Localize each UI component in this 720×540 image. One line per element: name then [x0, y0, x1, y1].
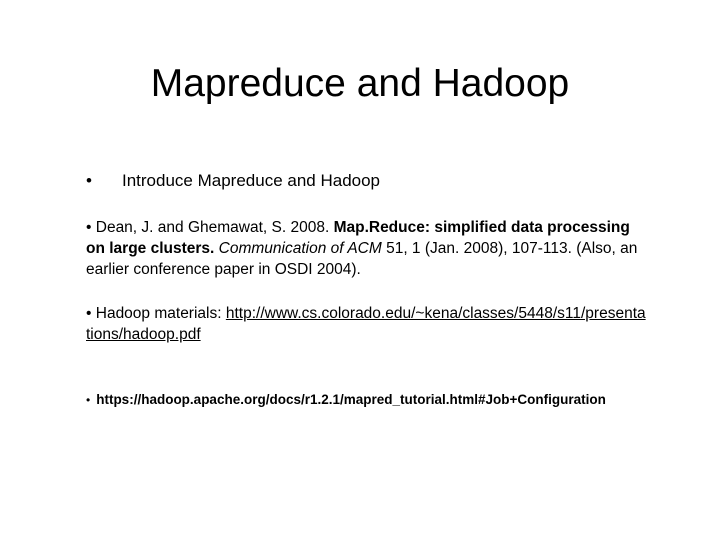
bullet-item-tutorial-link	[86, 390, 646, 410]
bullet-icon: •	[86, 393, 91, 407]
hadoop-materials-label: Hadoop materials:	[95, 305, 222, 322]
tutorial-link[interactable]: https://hadoop.apache.org/docs/r1.2.1/mapred_tutorial.html#Job+Configuration	[96, 392, 606, 407]
bullet-icon: •	[86, 219, 92, 236]
bullet-item-hadoop-materials	[86, 303, 646, 345]
slide-title: Mapreduce and Hadoop	[150, 62, 570, 105]
intro-text: Introduce Mapreduce and Hadoop	[122, 171, 381, 190]
reference-journal: Communication of ACM	[218, 240, 382, 257]
bullet-item-reference	[86, 217, 646, 280]
hadoop-materials-link[interactable]: http://www.cs.colorado.edu/~kena/classes/5448/s11/presentations/hadoop.pdf	[86, 305, 646, 343]
bullet-icon: •	[86, 171, 92, 190]
reference-details: 51, 1 (Jan. 2008), 107-113. (Also, an earlier conference paper in OSDI 2004).	[86, 240, 638, 278]
reference-article-title: Map.Reduce: simplified data processing on large clusters.	[86, 219, 630, 257]
bullet-icon: •	[86, 305, 92, 322]
reference-authors: Dean, J. and Ghemawat, S. 2008.	[95, 219, 334, 236]
